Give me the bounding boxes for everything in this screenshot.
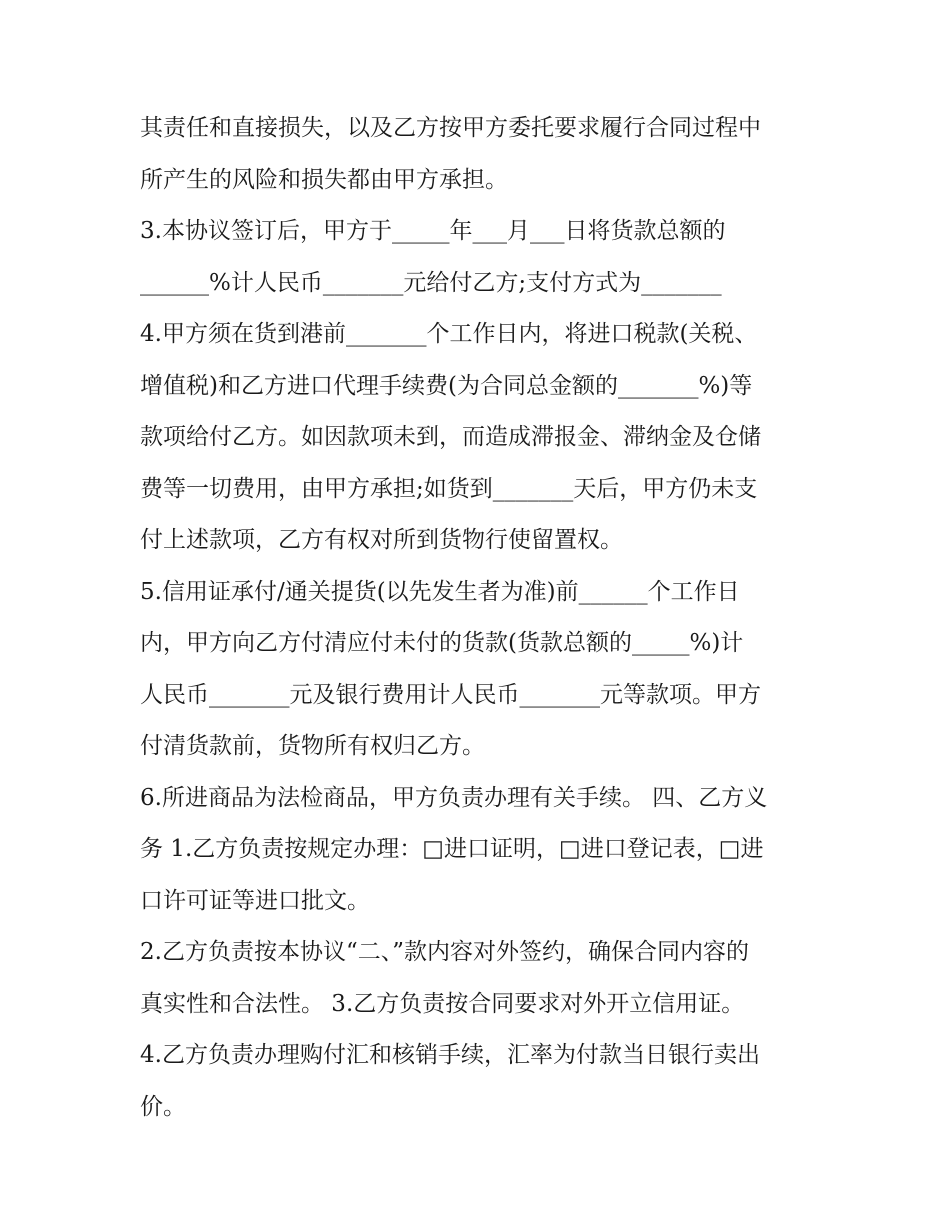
text-line: 口许可证等进口批文。: [140, 887, 370, 914]
text-line: 增值税)和乙方进口代理手续费(为合同总金额的_______%)等: [140, 372, 753, 399]
text-line: 付清货款前，货物所有权归乙方。: [140, 733, 485, 759]
text-line: 6.所进商品为法检商品，甲方负责办理有关手续。 四、乙方义: [140, 784, 768, 811]
text-line: 4.乙方负责办理购付汇和核销手续，汇率为付款当日银行卖出: [140, 1042, 760, 1068]
text-line: 其责任和直接损失，以及乙方按甲方委托要求履行合同过程中: [140, 115, 761, 141]
document-body: [140, 103, 820, 1133]
text-line: 付上述款项，乙方有权对所到货物行使留置权。: [140, 527, 623, 553]
text-line: 真实性和合法性。 3.乙方负责按合同要求对外开立信用证。: [140, 990, 745, 1017]
text-line: 所产生的风险和损失都由甲方承担。: [140, 166, 508, 193]
text-line: 3.本协议签订后，甲方于_____年___月___日将货款总额的: [140, 218, 726, 244]
text-line: ______%计人民币_______元给付乙方;支付方式为_______: [140, 269, 722, 296]
text-line: 款项给付乙方。如因款项未到，而造成滞报金、滞纳金及仓储: [140, 424, 761, 450]
text-line: 2.乙方负责按本协议“二、”款内容对外签约，确保合同内容的: [140, 939, 749, 965]
text-line: 务 1.乙方负责按规定办理：□进口证明，□进口登记表，□进: [140, 836, 764, 862]
text-line: 4.甲方须在货到港前_______个工作日内，将进口税款(关税、: [140, 321, 758, 347]
text-line: 价。: [140, 1093, 186, 1120]
text-line: 费等一切费用，由甲方承担;如货到_______天后，甲方仍未支: [140, 475, 758, 502]
text-line: 内，甲方向乙方付清应付未付的货款(货款总额的_____%)计: [140, 630, 744, 656]
text-line: 人民币_______元及银行费用计人民币_______元等款项。甲方: [140, 681, 761, 708]
text-line: 5.信用证承付/通关提货(以先发生者为准)前______个工作日: [140, 578, 740, 605]
